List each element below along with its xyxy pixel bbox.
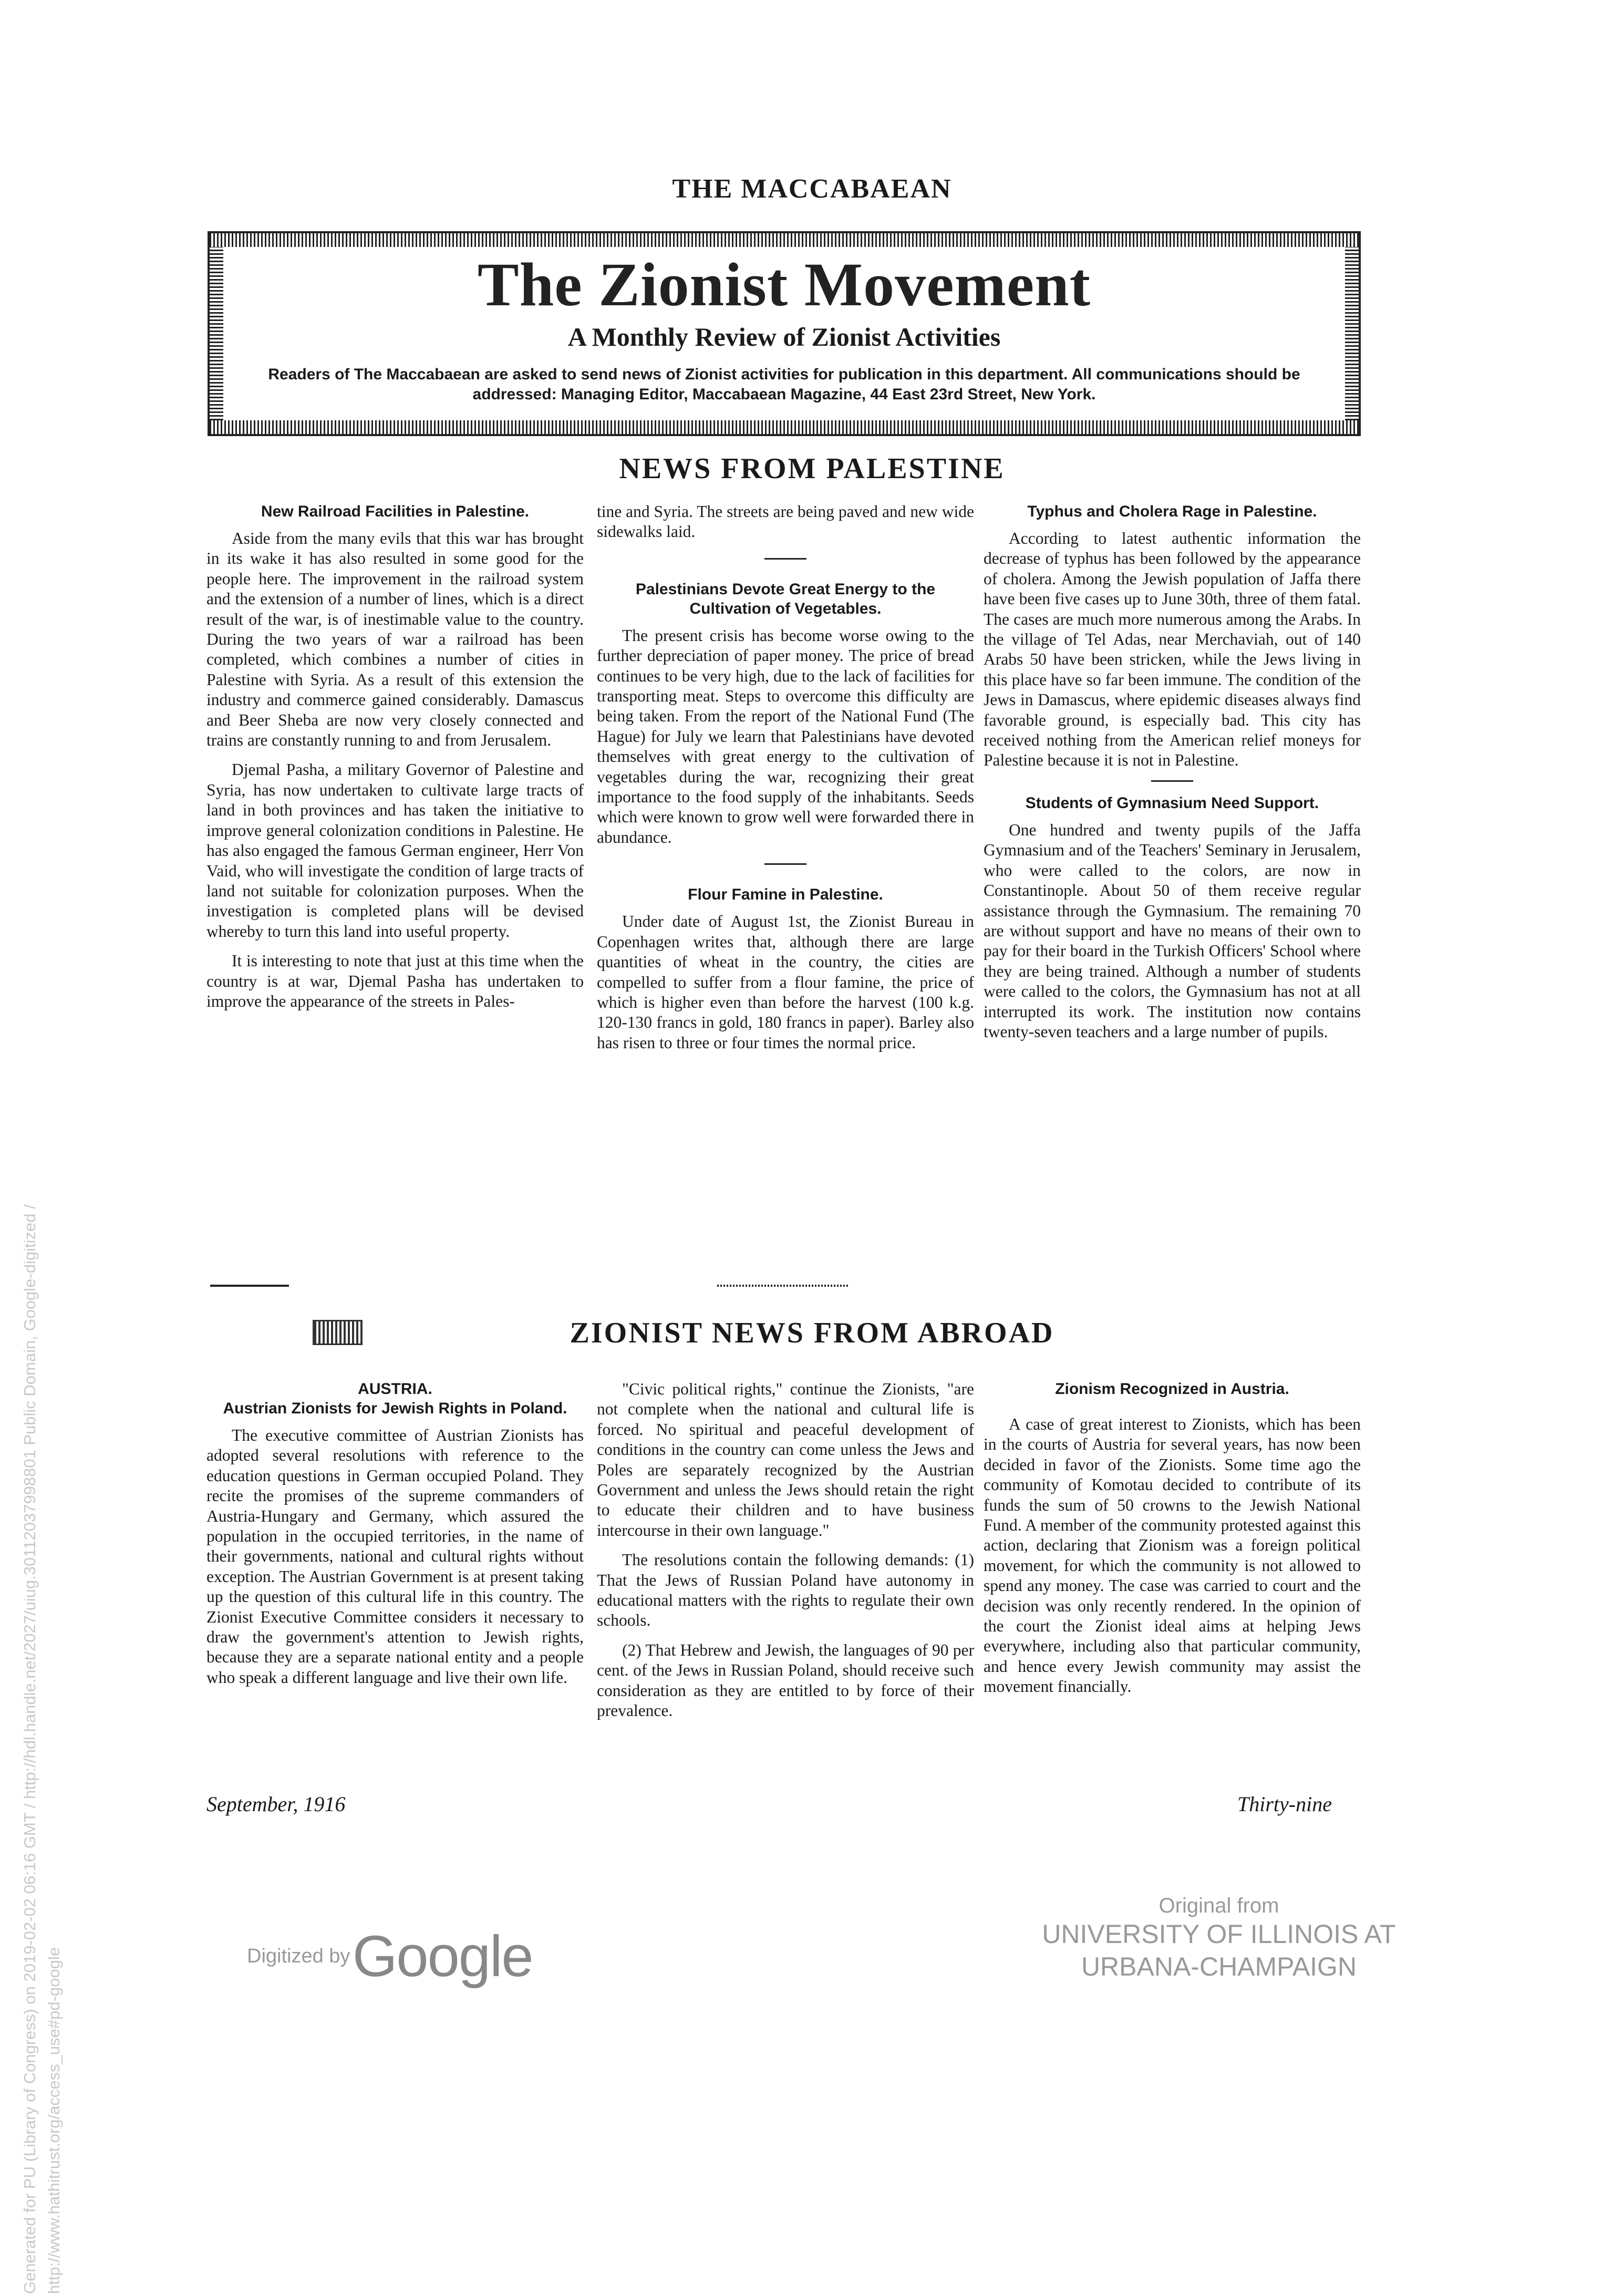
article-heading: Students of Gymnasium Need Support.	[1025, 794, 1319, 812]
original-from-label: Original from	[1158, 1894, 1279, 1917]
article-paragraph: The resolutions contain the following demands: (1) That the Jews of Russian Poland have autonomy in educational matters with the rights to regulate their own schools.	[597, 1551, 974, 1630]
university-line-2: URBANA-CHAMPAIGN	[1081, 1952, 1357, 1981]
article-heading: Zionism Recognized in Austria.	[1055, 1380, 1289, 1398]
article-divider	[1151, 780, 1193, 782]
article-paragraph: Under date of August 1st, the Zionist Bureau in Copenhagen writes that, although there are large quantities of wheat in the country, the cities are compelled to suffer from a flour famine, the price of which is higher even than before the harvest (100 k.g. 120-130 francs in gold, 180 francs in paper). Barley also has risen to three or four times the normal price.	[597, 912, 974, 1052]
article-paragraph: tine and Syria. The streets are being paved and new wide sidewalks laid.	[597, 502, 974, 541]
original-from-credit	[1009, 1894, 1429, 1983]
article-divider	[764, 863, 806, 865]
banner-hatch-top	[210, 233, 1359, 247]
running-head: THE MACCABAEAN	[672, 174, 952, 204]
palestine-column-3	[984, 502, 1361, 1051]
footer-page-number: Thirty-nine	[1237, 1792, 1332, 1816]
palestine-column-2	[597, 502, 974, 1062]
article-paragraph: The present crisis has become worse owing to the further depreciation of paper money. The price of bread continues to be very high, due to the lack of facilities for transporting meat. Steps to overcome this difficulty are being taken. From the report of the National Fund (The Hague) for July we learn that Palestinians have devoted themselves with great energy to the cultivation of vegetables during the war, recognizing their great importance to the food supply of the inhabitants. Seeds which were known to grow well were forwarded there in abundance.	[597, 626, 974, 846]
abroad-column-2	[597, 1379, 974, 1731]
article-heading: Typhus and Cholera Rage in Palestine.	[1027, 503, 1317, 520]
section-title-palestine: NEWS FROM PALESTINE	[619, 452, 1005, 485]
article-paragraph: (2) That Hebrew and Jewish, the languages of 90 per cent. of the Jews in Russian Poland, should receive such consideration as they are entitled to by force of their prevalence.	[597, 1640, 974, 1720]
article-paragraph: Djemal Pasha, a military Governor of Palestine and Syria, has now undertaken to cultivate large tracts of land in both provinces and has taken the initiative to improve general colonization conditions in Palestine. He has also engaged the famous German engineer, Herr Von Vaid, who will investigate the condition of large tracts of land not suitable for colonization purposes. When the investigation is completed plans will be devised whereby to turn this land into useful property.	[206, 760, 584, 941]
section-separator-center	[717, 1285, 849, 1287]
university-line-1: UNIVERSITY OF ILLINOIS AT	[1042, 1919, 1396, 1949]
digitized-by-google	[247, 1923, 533, 1990]
section-separator-left	[210, 1285, 289, 1287]
article-paragraph: "Civic political rights," continue the Zionists, "are not complete when the national and cultural life is forced. No spiritual and peaceful development of conditions in the country can come unless the Jews and Poles are separately recognized by the Austrian Government and unless the Jews should retain the right to educate their children and to have business intercourse in their own language."	[597, 1380, 974, 1539]
google-logo: Google	[352, 1924, 533, 1989]
banner-hatch-bottom	[210, 420, 1359, 434]
country-heading: AUSTRIA.	[358, 1380, 432, 1398]
article-divider	[764, 558, 806, 560]
article-paragraph: The executive committee of Austrian Zionists has adopted several resolutions with reference to the education questions in German occupied Poland. They recite the promises of the supreme commanders of Austria-Hungary and Germany, which assured the population in the occupied territories, in the name of their governments, national and cultural rights without exception. The Austrian Government is at present taking up the question of this cultural life in this country. The Zionist Executive Committee considers it necessary to draw the government's attention to Jewish rights, because they are a separate national entity and a people who speak a different language and live their own life.	[206, 1426, 584, 1687]
banner-note: Readers of The Maccabaean are asked to send news of Zionist activities for publication in this department. All communications should be addressed: Managing Editor, Maccabaean Magazine, 44 East 23rd Street, New York.	[268, 366, 1300, 403]
article-heading: Austrian Zionists for Jewish Rights in Poland.	[223, 1400, 567, 1417]
abroad-column-1	[206, 1379, 584, 1697]
article-heading: New Railroad Facilities in Palestine.	[261, 503, 530, 520]
hathitrust-margin-note: Generated for PU (Library of Congress) on 2019-02-02 06:16 GMT / http://hdl.handle.net/2027/uiug.30112037998801 Public Domain, Google-digitized / http://www.hathitrust.org/access_use#pd-google	[20, 1204, 63, 2294]
article-paragraph: It is interesting to note that just at this time when the country is at war, Djemal Pasha has undertaken to improve the appearance of the streets in Pales-	[206, 952, 584, 1010]
article-paragraph: One hundred and twenty pupils of the Jaffa Gymnasium and of the Teachers' Seminary in Jerusalem, who were called to the colors, are now in Constantinople. About 50 of them receive regular assistance through the Gymnasium. The remaining 70 are without support and have no means of their own to pay for their board in the Turkish Officers' School where they are being trained. Although a number of students were called to the colors, the Gymnasium has not at all interrupted its work. The institution now contains twenty-seven teachers and a large number of pupils.	[984, 820, 1361, 1041]
article-paragraph: A case of great interest to Zionists, which has been in the courts of Austria for several years, has now been decided in favor of the Zionists. Some time ago the community of Komotau decided to contribute of its funds the sum of 50 crowns to the Jewish National Fund. A member of the community protested against this action, declaring that Zionism was a foreign political movement, for which the community is not allowed to spend any money. The case was carried to court and the decision was only recently rendered. In the opinion of the court the Zionist ideal aims at helping Jews everywhere, including also that particular community, and hence every Jewish community may assist the movement financially.	[984, 1415, 1361, 1696]
banner-title: The Zionist Movement	[477, 250, 1091, 319]
palestine-column-1	[206, 502, 584, 1021]
footer-date: September, 1916	[206, 1792, 346, 1816]
article-paragraph: Aside from the many evils that this war has brought in its wake it has also resulted in some good for the people here. The improvement in the railroad system and the extension of a number of lines, which is a direct result of the war, is of inestimable value to the country. During the two years of war a railroad has been completed, which combines a number of cities in Palestine with Syria. As a result of this extension the industry and commerce gained considerably. Damascus and Beer Sheba are now very closely connected and trains are constantly running to and from Jerusalem.	[206, 529, 584, 750]
department-banner	[208, 231, 1361, 436]
abroad-column-3	[984, 1379, 1361, 1707]
section-title-abroad: ZIONIST NEWS FROM ABROAD	[570, 1317, 1054, 1349]
article-heading: Flour Famine in Palestine.	[688, 886, 883, 904]
article-paragraph: According to latest authentic information the decrease of typhus has been followed by the appearance of cholera. Among the Jewish population of Jaffa there have been five cases up to June 30th, three of them fatal. The cases are much more numerous among the Arabs. In the village of Tel Adas, near Merchaviah, out of 140 Arabs 50 have been stricken, while the Jews living in this place have so far been immune. The condition of the Jews in Damascus, where epidemic diseases always find favorable ground, is especially bad. This city has received nothing from the American relief moneys for Palestine because it is not in Palestine.	[984, 529, 1361, 770]
article-heading: Palestinians Devote Great Energy to the Cultivation of Vegetables.	[635, 580, 936, 617]
digitized-label: Digitized by	[247, 1945, 350, 1967]
banner-subtitle: A Monthly Review of Zionist Activities	[567, 322, 1001, 352]
